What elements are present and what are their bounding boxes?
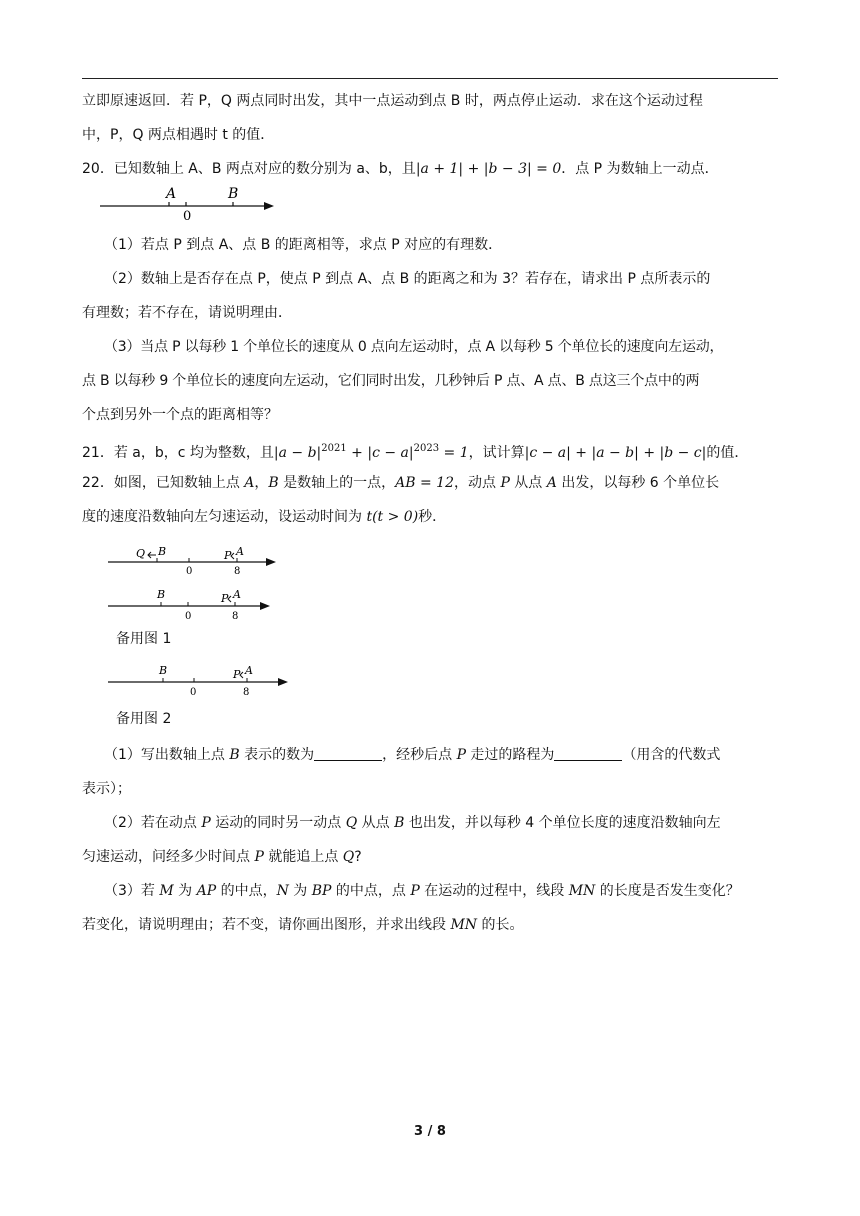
q22-fig-label-p: P bbox=[224, 549, 232, 562]
spare1-label-zero: 0 bbox=[185, 611, 192, 622]
spare2-label-p: P bbox=[233, 668, 241, 681]
spare1-label-b: B bbox=[157, 588, 166, 601]
q20-part-1: （1）若点 P 到点 A、点 B 的距离相等，求点 P 对应的有理数． bbox=[104, 237, 503, 253]
q22-fig-label-q: Q bbox=[136, 547, 146, 560]
spare2-label-zero: 0 bbox=[190, 687, 197, 698]
q22-part-2-line-2: 匀速运动，问经多少时间点 P 就能追上点 Q? bbox=[82, 849, 362, 865]
q22-part-2-line-1: （2）若在动点 P 运动的同时另一动点 Q 从点 B 也出发，并以每秒 4 个单位长度的速度沿数轴向左 bbox=[104, 815, 721, 831]
q22-figure-spare-2 bbox=[104, 662, 294, 698]
q20-part-2-line-2: 有理数；若不存在，请说明理由． bbox=[82, 305, 292, 321]
page-number: 3 / 8 bbox=[414, 1124, 446, 1139]
q22-fig-label-zero: 0 bbox=[186, 566, 193, 577]
spare2-label-b: B bbox=[159, 664, 168, 677]
q20-part-3-line-2: 点 B 以每秒 9 个单位长的速度向左运动，它们同时出发，几秒钟后 P 点、A 点、B 点这三个点中的两 bbox=[82, 373, 700, 389]
spare2-label-eight: 8 bbox=[243, 687, 250, 698]
spare-figure-2-caption: 备用图 2 bbox=[116, 711, 172, 727]
q22-part-1-line-2: 表示）； bbox=[82, 781, 131, 797]
q22-stem-line-1: 22．如图，已知数轴上点 A，B 是数轴上的一点，AB = 12，动点 P 从点 A 出发，以每秒 6 个单位长 bbox=[82, 475, 720, 491]
q22-figure-spare-1 bbox=[104, 586, 284, 622]
q22-part-3-line-2: 若变化，请说明理由；若不变，请你画出图形，并求出线段 MN 的长。 bbox=[82, 917, 524, 933]
q21-stem: 21．若 a，b，c 均为整数，且$|a - b|^{2021} + |c - a|^{2023} = 1$，试计算|c − a| + |a − b| + |b − c|的值． bbox=[82, 443, 749, 461]
header-rule bbox=[82, 78, 778, 79]
answer-blank-1[interactable] bbox=[314, 746, 382, 761]
q20-number-line bbox=[98, 182, 278, 222]
answer-blank-2[interactable] bbox=[554, 746, 622, 761]
q22-part-1-line-1: （1）写出数轴上点 B 表示的数为 ，经秒后点 P 走过的路程为 （用含的代数式 bbox=[104, 747, 721, 763]
q22-stem-line-2: 度的速度沿数轴向左匀速运动，设运动时间为 t(t > 0)秒． bbox=[82, 509, 447, 525]
q19-line-2: 中，P，Q 两点相遇时 t 的值． bbox=[82, 127, 275, 143]
q20-label-a: A bbox=[166, 186, 177, 202]
q22-fig-label-b: B bbox=[158, 545, 167, 558]
q20-part-3-line-3: 个点到另外一个点的距离相等？ bbox=[82, 407, 278, 423]
q20-label-b: B bbox=[228, 186, 239, 202]
spare1-label-a: A bbox=[233, 588, 241, 601]
q19-line-1: 立即原速返回．若 P，Q 两点同时出发，其中一点运动到点 B 时，两点停止运动．求在这个运动过程 bbox=[82, 93, 703, 109]
q20-part-2-line-1: （2）数轴上是否存在点 P，使点 P 到点 A、点 B 的距离之和为 3？若存在，请求出 P 点所表示的 bbox=[104, 271, 711, 287]
q20-stem: 20．已知数轴上 A、B 两点对应的数分别为 a、b，且|a + 1| + |b − 3| = 0．点 P 为数轴上一动点． bbox=[82, 161, 719, 177]
spare2-label-a: A bbox=[245, 664, 253, 677]
spare-figure-1-caption: 备用图 1 bbox=[116, 631, 172, 647]
q22-figure-main bbox=[104, 540, 284, 576]
spare1-label-eight: 8 bbox=[232, 611, 239, 622]
q20-label-zero: 0 bbox=[183, 209, 192, 224]
q22-fig-label-eight: 8 bbox=[234, 566, 241, 577]
q22-fig-label-a: A bbox=[236, 545, 244, 558]
q22-part-3-line-1: （3）若 M 为 AP 的中点，N 为 BP 的中点，点 P 在运动的过程中，线段 MN 的长度是否发生变化？ bbox=[104, 883, 740, 899]
q20-part-3-line-1: （3）当点 P 以每秒 1 个单位长的速度从 0 点向左运动时，点 A 以每秒 5 个单位长的速度向左运动， bbox=[104, 339, 724, 355]
spare1-label-p: P bbox=[221, 592, 229, 605]
